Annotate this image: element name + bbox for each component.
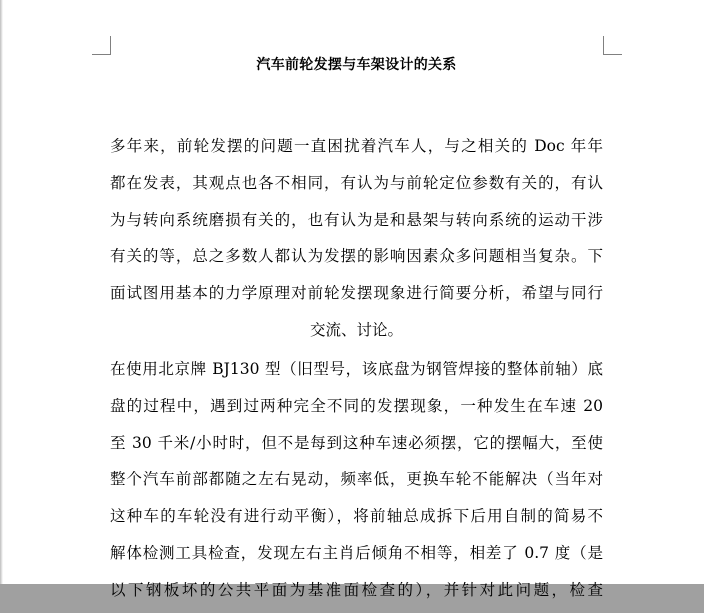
paragraph-line: 都在发表，其观点也各不相同，有认为与前轮定位参数有关的，有认 bbox=[110, 173, 603, 192]
paragraph-line: 至 30 千米/小时时，但不是每到这种车速必须摆，它的摆幅大，至使 bbox=[110, 433, 603, 452]
paragraph-line: 有关的等，总之多数人都认为发摆的影响因素众多问题相当复杂。下 bbox=[110, 247, 603, 266]
paragraph-line: 以下钢板坏的公共平面为基准面检查的），并针对此问题，检查 bbox=[110, 580, 603, 599]
paragraph-2 bbox=[110, 355, 603, 613]
paragraph-1 bbox=[110, 132, 603, 353]
paragraph-line: 解体检测工具检查，发现左右主肖后倾角不相等，相差了 0.7 度（是 bbox=[110, 543, 603, 562]
paragraph-line: 整个汽车前部都随之左右晃动，频率低，更换车轮不能解决（当年对 bbox=[110, 470, 603, 489]
paragraph-line: 盘的过程中，遇到过两种完全不同的发摆现象，一种发生在车速 20 bbox=[110, 396, 603, 415]
paragraph-line: 这种车的车轮没有进行动平衡），将前轴总成拆下后用自制的简易不 bbox=[110, 507, 603, 526]
paragraph-line: 在使用北京牌 BJ130 型（旧型号，该底盘为钢管焊接的整体前轴）底 bbox=[110, 360, 603, 378]
paragraph-line: 为与转向系统磨损有关的，也有认为是和悬架与转向系统的运动干涉 bbox=[110, 210, 603, 229]
paragraph-line: 面试图用基本的力学原理对前轮发摆现象进行简要分析，希望与同行 bbox=[110, 284, 603, 303]
margin-mark-top-right bbox=[603, 36, 622, 55]
paragraph-line: 多年来，前轮发摆的问题一直困扰着汽车人，与之相关的 Doc 年年 bbox=[110, 137, 603, 155]
margin-mark-top-left bbox=[92, 36, 111, 55]
paragraph-line: 交流、讨论。 bbox=[309, 320, 403, 339]
document-title: 汽车前轮发摆与车架设计的关系 bbox=[256, 57, 457, 73]
page-edge-shadow bbox=[0, 0, 3, 584]
